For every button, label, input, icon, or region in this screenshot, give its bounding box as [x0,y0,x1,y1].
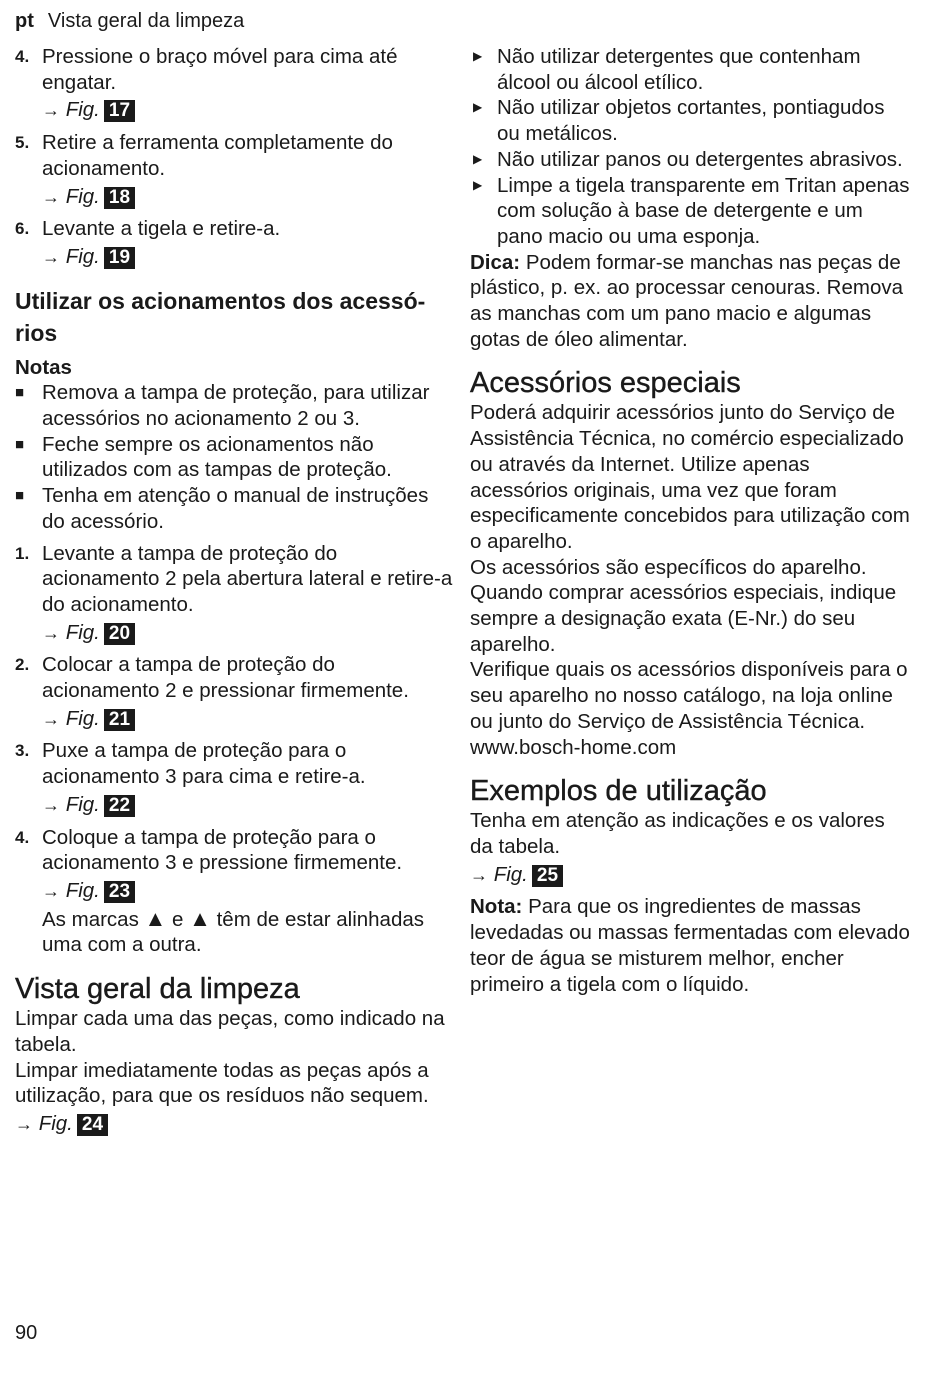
instruction-list [470,44,910,250]
note-paragraph [470,894,910,997]
list-item [15,432,453,483]
notes-list [15,380,453,534]
list-item [15,825,453,959]
note-text: Remova a tampa de proteção, para utilizar acessórios no acionamento 2 ou 3. [42,381,430,431]
arrow-right-icon: → [42,186,60,207]
step-number: 4. [15,47,30,66]
page-number: 90 [15,1322,38,1344]
notes-title: Notas [15,355,72,379]
fig-word: Fig. [65,98,100,122]
figure-number: 23 [104,881,135,903]
list-item [15,483,453,534]
note-text: Para que os ingredientes de massas levedadas ou massas fermentadas com elevado teor de água se misturem melhor, encher primeiro a tigela com o líquido. [470,895,910,996]
paragraph: Limpar cada uma das peças, como indicado na tabela. [15,1007,445,1056]
step-text: Colocar a tampa de proteção do acionamento 2 e pressionar firmemente. [42,653,409,703]
paragraph: Poderá adquirir acessórios junto do Serviço de Assistência Técnica, no comércio especializado ou através da Internet. Utilize apenas acessórios originais, uma vez que foram especificamente concebidos para utilização com o aparelho. [470,401,910,553]
fig-word: Fig. [65,244,100,268]
list-item [15,130,453,210]
fig-word: Fig. [38,1111,73,1135]
list-item [470,44,910,95]
fig-word: Fig. [493,862,528,886]
paragraph: Verifique quais os acessórios disponíveis para o seu aparelho no nosso catálogo, na loja online ou junto do Serviço de Assistência Técnica. [470,658,908,733]
list-item [15,44,453,124]
arrow-right-icon: → [15,1113,33,1134]
fig-word: Fig. [65,792,100,816]
step-text: Retire a ferramenta completamente do acionamento. [42,131,393,180]
note-text: Feche sempre os acionamentos não utilizados com as tampas de proteção. [42,432,392,482]
figure-reference [42,620,453,647]
step-number: 4. [15,827,30,847]
figure-number: 21 [104,709,135,731]
website-url: www.bosch-home.com [470,735,677,759]
step-text: Pressione o braço móvel para cima até engatar. [42,45,398,94]
section-title-examples: Exemplos de utilização [470,775,767,808]
running-title: Vista geral da limpeza [47,10,245,32]
instruction-text: Limpe a tigela transparente em Tritan apenas com solução à base de detergente e um pano macio ou uma esponja. [497,173,910,248]
alignment-text-e: e [172,907,184,931]
arrow-right-icon: → [42,794,60,815]
square-bullet-icon: ■ [15,384,25,402]
step-text: Levante a tigela e retire-a. [42,217,281,241]
left-column [15,44,453,1144]
figure-number: 25 [532,865,563,887]
list-item [15,652,453,732]
note-label: Nota: [470,895,523,919]
figure-reference [42,97,453,124]
figure-reference [42,792,453,819]
tip-paragraph [470,250,910,353]
tip-label: Dica: [470,250,521,274]
page-header [15,8,244,34]
list-item [15,541,453,647]
steps-list-a [15,44,453,271]
figure-number: 20 [104,623,135,645]
alignment-note [42,907,453,958]
figure-number: 17 [104,100,135,122]
list-item [470,147,910,173]
figure-reference [470,862,910,889]
figure-number: 19 [104,247,135,269]
figure-reference [42,706,453,733]
instruction-text: Não utilizar objetos cortantes, pontiagudos ou metálicos. [497,96,885,146]
arrow-right-icon: → [42,708,60,729]
figure-reference [42,244,453,271]
list-item [15,380,453,431]
note-text: Tenha em atenção o manual de instruções do acessório. [42,484,429,533]
alignment-text-a: As marcas [42,907,139,931]
fig-word: Fig. [65,184,100,208]
instruction-text: Não utilizar detergentes que contenham álcool ou álcool etílico. [497,45,861,94]
figure-reference [42,184,453,211]
fig-word: Fig. [65,878,100,902]
arrow-right-icon: → [470,864,488,885]
step-text: Coloque a tampa de proteção para o acionamento 3 e pressione firmemente. [42,825,403,875]
tip-text: Podem formar-se manchas nas peças de plástico, p. ex. ao processar cenouras. Remova as manchas com um pano macio e algumas gotas de óleo alimentar. [470,250,903,351]
figure-reference [15,1111,453,1138]
triangle-bullet-icon: ▶ [473,49,483,63]
arrow-right-icon: → [42,880,60,901]
list-item [470,95,910,146]
step-number: 1. [15,543,30,563]
paragraph: Tenha em atenção as indicações e os valores da tabela. [470,809,885,858]
list-item [470,173,910,250]
instruction-text: Não utilizar panos ou detergentes abrasivos. [497,147,903,171]
step-number: 3. [15,741,30,761]
figure-number: 24 [77,1114,108,1136]
figure-reference [42,878,453,905]
steps-list-b [15,541,453,959]
step-text: Puxe a tampa de proteção para o acionamento 3 para cima e retire-a. [42,739,366,789]
square-bullet-icon: ■ [15,487,25,505]
list-item [15,216,453,270]
triangle-bullet-icon: ▶ [473,100,483,115]
square-bullet-icon: ■ [15,435,25,453]
paragraph: Limpar imediatamente todas as peças após a utilização, para que os resíduos não sequem. [15,1058,429,1108]
section-title-cleaning: Vista geral da limpeza [15,973,300,1006]
language-code: pt [15,10,34,32]
subheading: Utilizar os acionamentos dos acessó-rios [15,287,426,346]
paragraph: Os acessórios são específicos do aparelho. Quando comprar acessórios especiais, indique sempre a designação exata (E-Nr.) do seu aparelho. [470,555,897,656]
arrow-right-icon: → [42,246,60,267]
step-number: 6. [15,219,30,239]
step-number: 5. [15,133,30,153]
fig-word: Fig. [65,620,100,644]
arrow-right-icon: → [42,100,60,121]
triangle-bullet-icon: ▶ [473,177,483,192]
right-column [470,44,910,997]
triangle-bullet-icon: ▶ [473,151,483,166]
triangle-marker-icon: ▲ [144,905,167,931]
figure-number: 22 [104,795,135,817]
step-text: Levante a tampa de proteção do acionamento 2 pela abertura lateral e retire-a do acionamento. [42,541,453,616]
section-title-accessories: Acessórios especiais [470,367,741,400]
list-item [15,738,453,818]
alignment-text-b: têm de estar alinhadas uma com a outra. [42,907,425,957]
figure-number: 18 [104,187,135,209]
fig-word: Fig. [65,706,100,730]
step-number: 2. [15,655,30,675]
triangle-marker-icon: ▲ [189,905,211,931]
arrow-right-icon: → [42,622,60,643]
